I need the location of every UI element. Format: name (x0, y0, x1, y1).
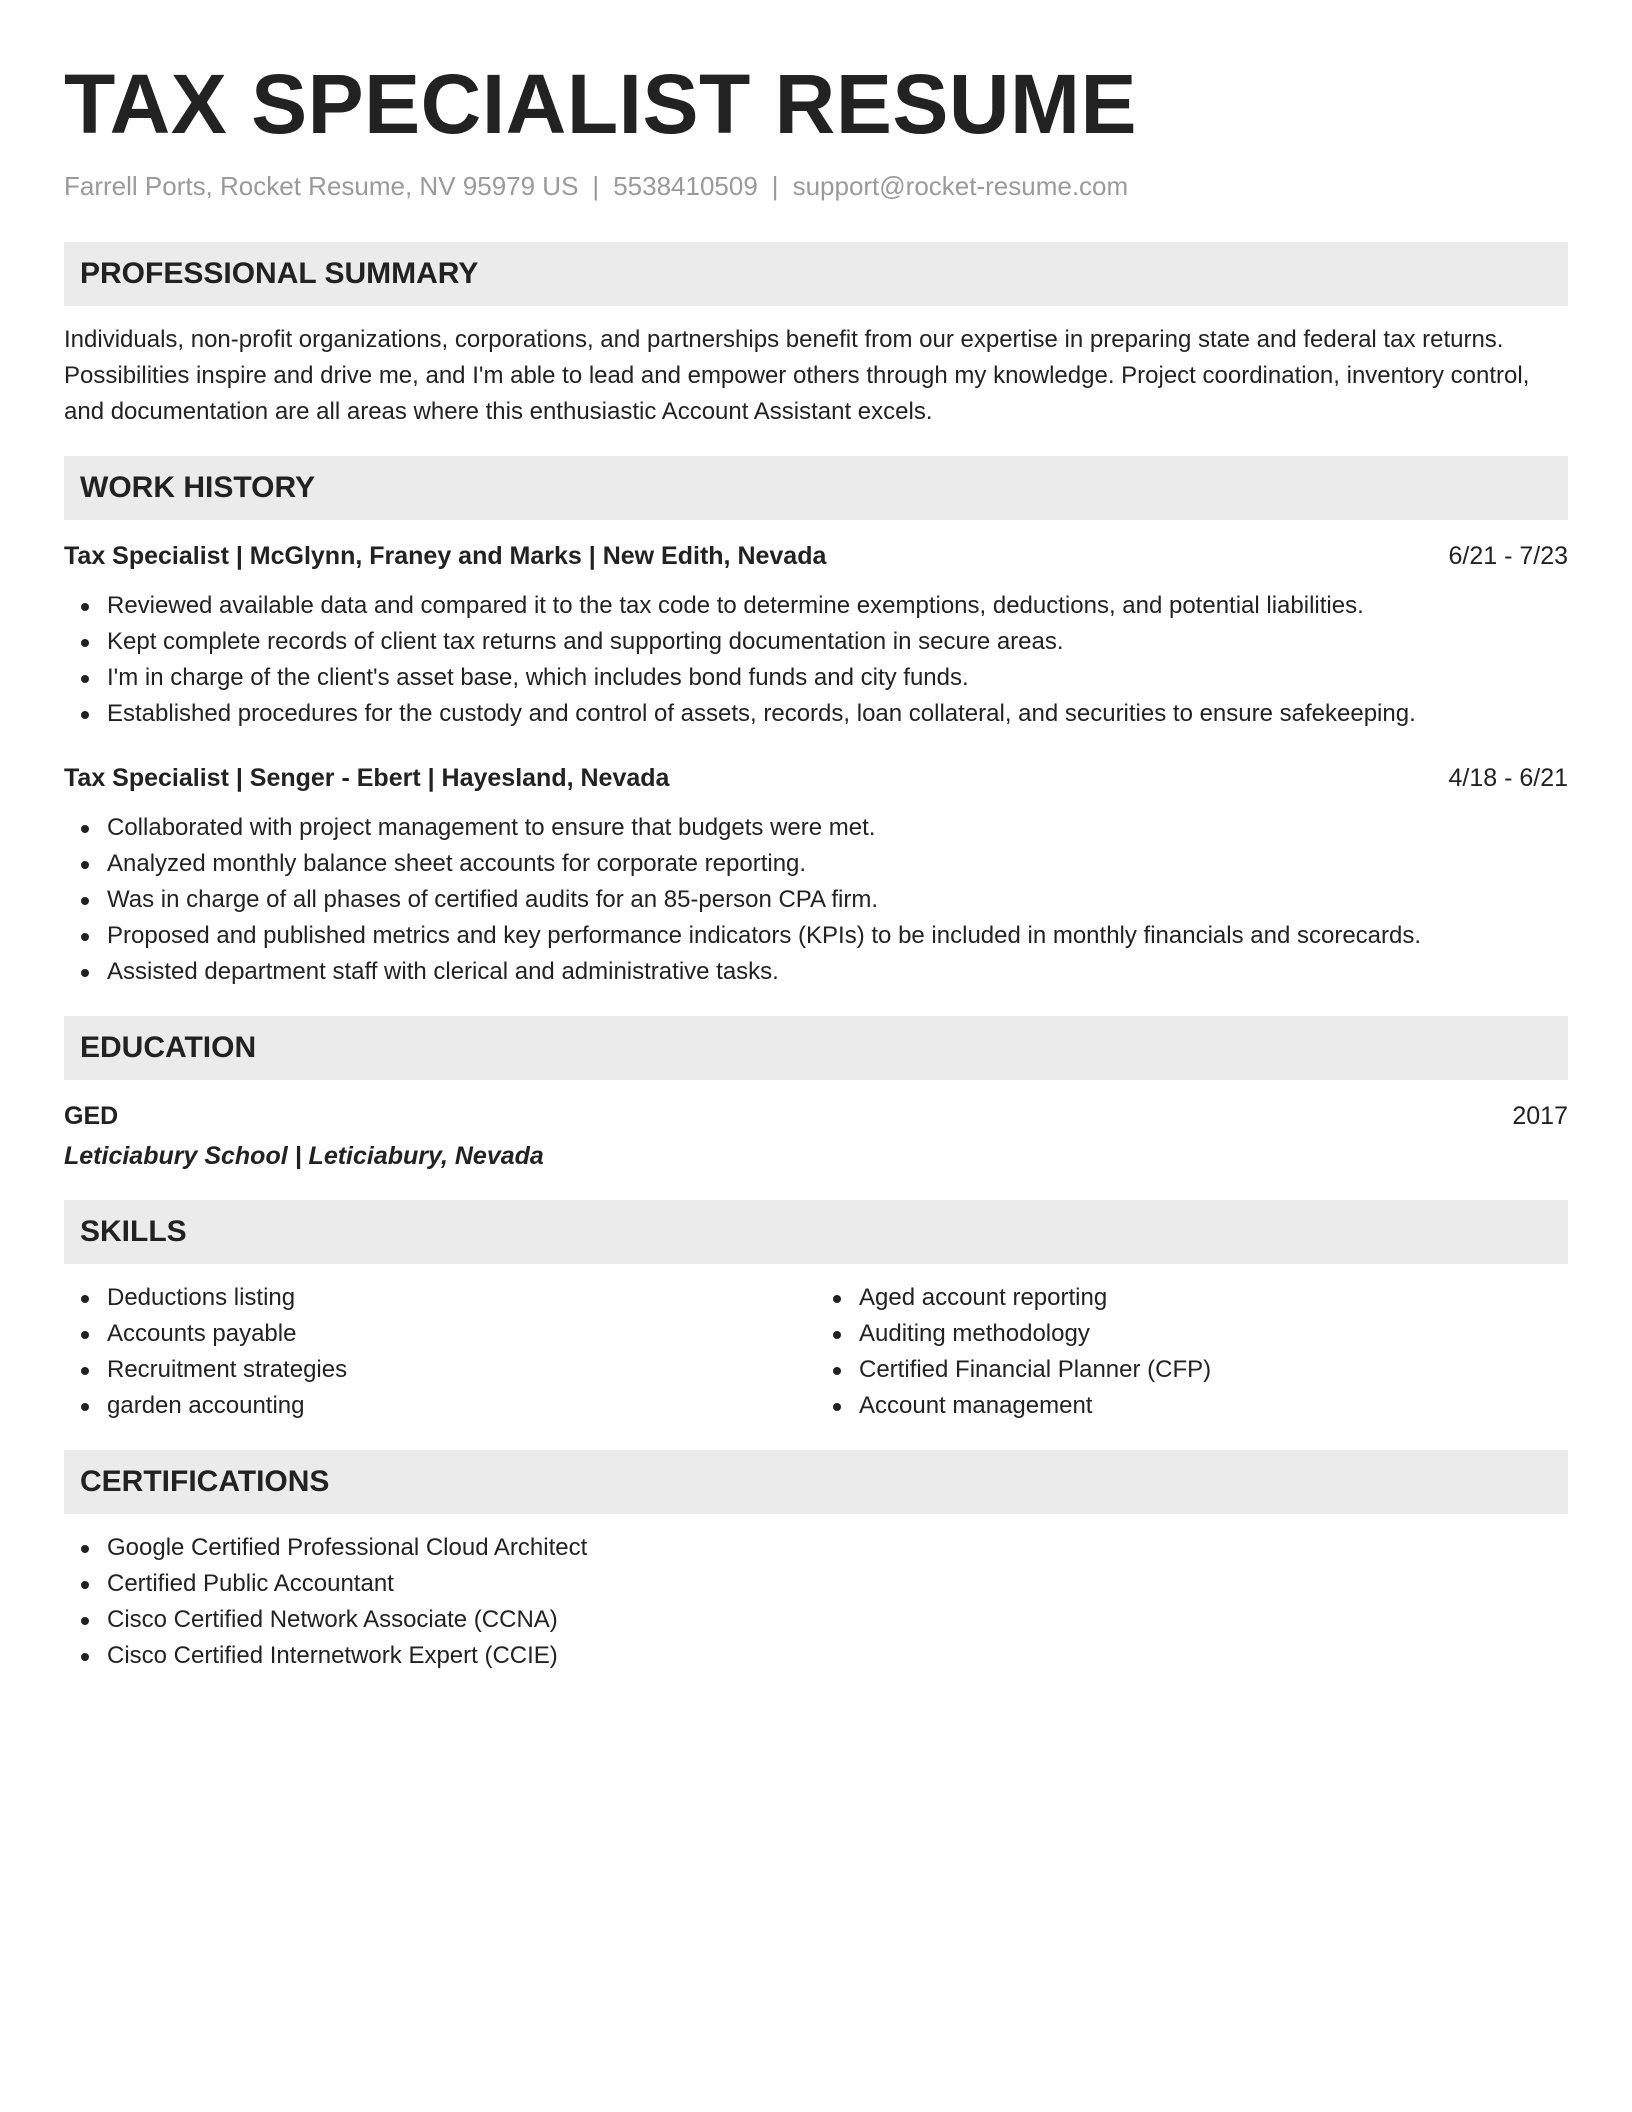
education-school: Leticiabury School | Leticiabury, Nevada (64, 1142, 544, 1170)
job-bullet: Assisted department staff with clerical and administrative tasks. (107, 954, 1568, 990)
contact-line (64, 168, 1568, 204)
certification-item: Cisco Certified Internetwork Expert (CCIE) (107, 1638, 1568, 1674)
skill-item: garden accounting (107, 1388, 816, 1424)
job-bullet: Proposed and published metrics and key performance indicators (KPIs) to be included in monthly financials and scorecards. (107, 918, 1568, 954)
summary-text: Individuals, non-profit organizations, corporations, and partnerships benefit from our expertise in preparing state and federal tax returns. Possibilities inspire and drive me, and I'm able to lead and empower others through my knowledge. Project coordination, inventory control, and documentation are all areas where this enthusiastic Account Assistant excels. (64, 326, 1530, 425)
summary-heading: PROFESSIONAL SUMMARY (64, 242, 1568, 306)
job-entry (64, 538, 1568, 732)
education-row (64, 1098, 1568, 1134)
job-bullet: Was in charge of all phases of certified audits for an 85-person CPA firm. (107, 882, 1568, 918)
job-bullets (64, 588, 1568, 732)
certification-item: Certified Public Accountant (107, 1566, 1568, 1602)
job-bullets (64, 810, 1568, 990)
certifications-heading: CERTIFICATIONS (64, 1450, 1568, 1514)
summary-section (64, 242, 1568, 430)
skills-grid (64, 1280, 1568, 1424)
job-dates: 4/18 - 6/21 (1448, 764, 1568, 792)
certifications-list (64, 1530, 1568, 1674)
job-title: Tax Specialist | Senger - Ebert | Hayesland, Nevada (64, 764, 670, 792)
job-entry (64, 760, 1568, 990)
job-bullet: Established procedures for the custody and control of assets, records, loan collateral, and securities to ensure safekeeping. (107, 696, 1568, 732)
job-bullet: Kept complete records of client tax returns and supporting documentation in secure areas. (107, 624, 1568, 660)
job-dates: 6/21 - 7/23 (1448, 542, 1568, 570)
skill-item: Recruitment strategies (107, 1352, 816, 1388)
skill-item: Accounts payable (107, 1316, 816, 1352)
work-history-section (64, 456, 1568, 990)
education-degree: GED (64, 1102, 119, 1130)
skills-column-right (816, 1280, 1568, 1424)
skill-item: Deductions listing (107, 1280, 816, 1316)
contact-address: Farrell Ports, Rocket Resume, NV 95979 US (64, 171, 579, 201)
certification-item: Cisco Certified Network Associate (CCNA) (107, 1602, 1568, 1638)
certification-item: Google Certified Professional Cloud Architect (107, 1530, 1568, 1566)
resume-title: TAX SPECIALIST RESUME (64, 57, 1138, 151)
contact-phone: 5538410509 (613, 171, 758, 201)
job-header (64, 760, 1568, 796)
skill-item: Account management (859, 1388, 1568, 1424)
job-bullet: Collaborated with project management to ensure that budgets were met. (107, 810, 1568, 846)
contact-email: support@rocket-resume.com (792, 171, 1129, 201)
education-year: 2017 (1512, 1102, 1568, 1130)
contact-separator: | (592, 171, 600, 201)
job-bullet: Reviewed available data and compared it to the tax code to determine exemptions, deductions, and potential liabilities. (107, 588, 1568, 624)
certifications-section (64, 1450, 1568, 1674)
education-heading: EDUCATION (64, 1016, 1568, 1080)
education-section (64, 1016, 1568, 1174)
skill-item: Aged account reporting (859, 1280, 1568, 1316)
skill-item: Certified Financial Planner (CFP) (859, 1352, 1568, 1388)
work-history-heading: WORK HISTORY (64, 456, 1568, 520)
skills-section (64, 1200, 1568, 1424)
job-header (64, 538, 1568, 574)
job-bullet: Analyzed monthly balance sheet accounts for corporate reporting. (107, 846, 1568, 882)
skills-heading: SKILLS (64, 1200, 1568, 1264)
skills-column-left (64, 1280, 816, 1424)
contact-separator: | (771, 171, 779, 201)
job-title: Tax Specialist | McGlynn, Franey and Marks | New Edith, Nevada (64, 542, 827, 570)
job-bullet: I'm in charge of the client's asset base, which includes bond funds and city funds. (107, 660, 1568, 696)
skill-item: Auditing methodology (859, 1316, 1568, 1352)
